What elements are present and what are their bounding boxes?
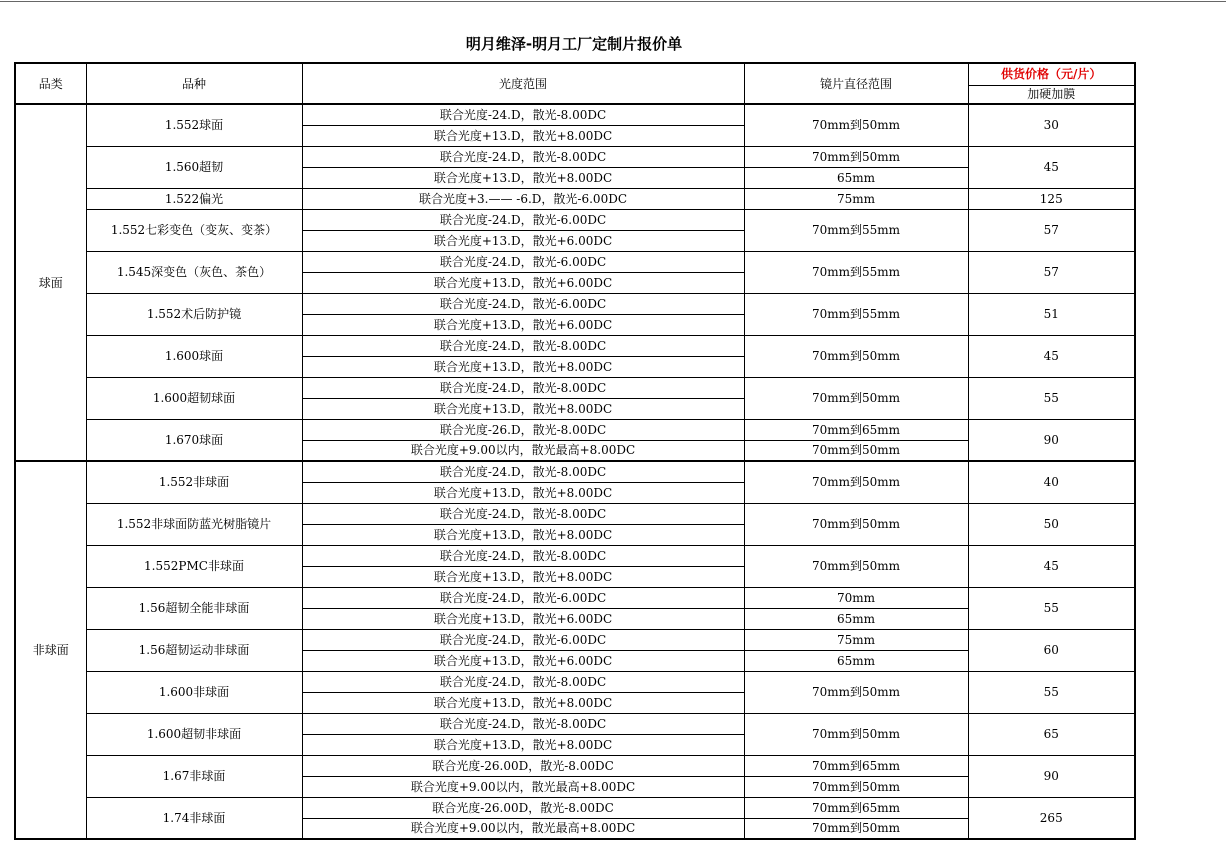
power-range-cell: 联合光度-24.D，散光-8.00DC <box>302 335 744 356</box>
power-range-cell: 联合光度+13.D，散光+6.00DC <box>302 272 744 293</box>
diameter-cell: 70mm到50mm <box>744 818 968 839</box>
power-range-cell: 联合光度+13.D，散光+8.00DC <box>302 692 744 713</box>
header-power-range: 光度范围 <box>302 63 744 104</box>
variety-cell: 1.600非球面 <box>86 671 302 713</box>
price-cell: 55 <box>968 587 1135 629</box>
header-price: 供货价格（元/片） <box>968 63 1135 85</box>
power-range-cell: 联合光度+13.D，散光+6.00DC <box>302 650 744 671</box>
diameter-cell: 70mm <box>744 587 968 608</box>
price-table-body <box>15 63 1135 839</box>
price-cell: 45 <box>968 146 1135 188</box>
price-cell: 65 <box>968 713 1135 755</box>
variety-cell: 1.552非球面 <box>86 461 302 503</box>
power-range-cell: 联合光度+9.00以内，散光最高+8.00DC <box>302 440 744 461</box>
table-row <box>15 755 1135 776</box>
power-range-cell: 联合光度+13.D，散光+6.00DC <box>302 314 744 335</box>
table-row <box>15 419 1135 440</box>
price-cell: 90 <box>968 755 1135 797</box>
power-range-cell: 联合光度-26.00D，散光-8.00DC <box>302 797 744 818</box>
variety-cell: 1.67非球面 <box>86 755 302 797</box>
diameter-cell: 70mm到55mm <box>744 209 968 251</box>
diameter-cell: 70mm到65mm <box>744 797 968 818</box>
diameter-cell: 70mm到65mm <box>744 419 968 440</box>
table-row <box>15 503 1135 524</box>
power-range-cell: 联合光度+13.D，散光+8.00DC <box>302 356 744 377</box>
power-range-cell: 联合光度-24.D，散光-6.00DC <box>302 251 744 272</box>
power-range-cell: 联合光度-24.D，散光-6.00DC <box>302 629 744 650</box>
diameter-cell: 70mm到50mm <box>744 713 968 755</box>
variety-cell: 1.56超韧运动非球面 <box>86 629 302 671</box>
power-range-cell: 联合光度+9.00以内，散光最高+8.00DC <box>302 776 744 797</box>
power-range-cell: 联合光度-24.D，散光-8.00DC <box>302 713 744 734</box>
price-cell: 55 <box>968 671 1135 713</box>
table-row <box>15 461 1135 482</box>
power-range-cell: 联合光度-24.D，散光-6.00DC <box>302 209 744 230</box>
power-range-cell: 联合光度-24.D，散光-6.00DC <box>302 293 744 314</box>
price-cell: 125 <box>968 188 1135 209</box>
variety-cell: 1.552非球面防蓝光树脂镜片 <box>86 503 302 545</box>
diameter-cell: 70mm到50mm <box>744 503 968 545</box>
power-range-cell: 联合光度+13.D，散光+8.00DC <box>302 734 744 755</box>
variety-cell: 1.600球面 <box>86 335 302 377</box>
power-range-cell: 联合光度+13.D，散光+8.00DC <box>302 482 744 503</box>
table-row <box>15 629 1135 650</box>
diameter-cell: 70mm到50mm <box>744 146 968 167</box>
diameter-cell: 70mm到65mm <box>744 755 968 776</box>
power-range-cell: 联合光度+9.00以内，散光最高+8.00DC <box>302 818 744 839</box>
price-cell: 55 <box>968 377 1135 419</box>
price-cell: 40 <box>968 461 1135 503</box>
price-cell: 50 <box>968 503 1135 545</box>
power-range-cell: 联合光度+13.D，散光+8.00DC <box>302 524 744 545</box>
table-row <box>15 713 1135 734</box>
diameter-cell: 70mm到50mm <box>744 671 968 713</box>
power-range-cell: 联合光度+13.D，散光+6.00DC <box>302 608 744 629</box>
diameter-cell: 70mm到50mm <box>744 440 968 461</box>
power-range-cell: 联合光度-24.D，散光-8.00DC <box>302 671 744 692</box>
price-cell: 57 <box>968 251 1135 293</box>
power-range-cell: 联合光度-26.00D，散光-8.00DC <box>302 755 744 776</box>
diameter-cell: 75mm <box>744 188 968 209</box>
variety-cell: 1.600超韧球面 <box>86 377 302 419</box>
power-range-cell: 联合光度-24.D，散光-6.00DC <box>302 587 744 608</box>
table-row <box>15 251 1135 272</box>
variety-cell: 1.552七彩变色（变灰、变茶） <box>86 209 302 251</box>
page-title: 明月维泽-明月工厂定制片报价单 <box>465 35 683 53</box>
power-range-cell: 联合光度-24.D，散光-8.00DC <box>302 461 744 482</box>
power-range-cell: 联合光度+13.D，散光+8.00DC <box>302 167 744 188</box>
variety-cell: 1.670球面 <box>86 419 302 461</box>
price-cell: 60 <box>968 629 1135 671</box>
diameter-cell: 70mm到50mm <box>744 104 968 146</box>
variety-cell: 1.552球面 <box>86 104 302 146</box>
power-range-cell: 联合光度-24.D，散光-8.00DC <box>302 104 744 125</box>
price-table <box>14 62 1136 840</box>
diameter-cell: 70mm到50mm <box>744 776 968 797</box>
price-cell: 57 <box>968 209 1135 251</box>
diameter-cell: 70mm到50mm <box>744 461 968 503</box>
variety-cell: 1.560超韧 <box>86 146 302 188</box>
power-range-cell: 联合光度-24.D，散光-8.00DC <box>302 146 744 167</box>
variety-cell: 1.56超韧全能非球面 <box>86 587 302 629</box>
diameter-cell: 70mm到55mm <box>744 293 968 335</box>
table-row <box>15 377 1135 398</box>
price-cell: 30 <box>968 104 1135 146</box>
variety-cell: 1.522偏光 <box>86 188 302 209</box>
diameter-cell: 65mm <box>744 650 968 671</box>
table-row <box>15 797 1135 818</box>
diameter-cell: 70mm到55mm <box>744 251 968 293</box>
variety-cell: 1.600超韧非球面 <box>86 713 302 755</box>
category-cell: 非球面 <box>15 461 86 839</box>
header-price-sub: 加硬加膜 <box>968 85 1135 104</box>
diameter-cell: 65mm <box>744 608 968 629</box>
price-cell: 45 <box>968 335 1135 377</box>
table-row <box>15 293 1135 314</box>
power-range-cell: 联合光度-26.D，散光-8.00DC <box>302 419 744 440</box>
table-row <box>15 335 1135 356</box>
variety-cell: 1.545深变色（灰色、茶色） <box>86 251 302 293</box>
top-divider <box>0 1 1226 2</box>
header-category: 品类 <box>15 63 86 104</box>
header-diameter-range: 镜片直径范围 <box>744 63 968 104</box>
price-cell: 265 <box>968 797 1135 839</box>
table-row <box>15 188 1135 209</box>
price-cell: 51 <box>968 293 1135 335</box>
power-range-cell: 联合光度-24.D，散光-8.00DC <box>302 503 744 524</box>
variety-cell: 1.552PMC非球面 <box>86 545 302 587</box>
diameter-cell: 65mm <box>744 167 968 188</box>
table-row <box>15 587 1135 608</box>
power-range-cell: 联合光度-24.D，散光-8.00DC <box>302 377 744 398</box>
table-row <box>15 209 1135 230</box>
diameter-cell: 70mm到50mm <box>744 335 968 377</box>
category-cell: 球面 <box>15 104 86 461</box>
table-row <box>15 545 1135 566</box>
power-range-cell: 联合光度+13.D，散光+8.00DC <box>302 566 744 587</box>
table-row <box>15 671 1135 692</box>
header-variety: 品种 <box>86 63 302 104</box>
power-range-cell: 联合光度+13.D，散光+8.00DC <box>302 398 744 419</box>
price-cell: 90 <box>968 419 1135 461</box>
table-row <box>15 104 1135 125</box>
diameter-cell: 70mm到50mm <box>744 545 968 587</box>
diameter-cell: 75mm <box>744 629 968 650</box>
table-row <box>15 146 1135 167</box>
price-cell: 45 <box>968 545 1135 587</box>
variety-cell: 1.74非球面 <box>86 797 302 839</box>
variety-cell: 1.552术后防护镜 <box>86 293 302 335</box>
power-range-cell: 联合光度+13.D，散光+8.00DC <box>302 125 744 146</box>
power-range-cell: 联合光度-24.D，散光-8.00DC <box>302 545 744 566</box>
diameter-cell: 70mm到50mm <box>744 377 968 419</box>
header-row <box>15 63 1135 85</box>
power-range-cell: 联合光度+3.—— -6.D，散光-6.00DC <box>302 188 744 209</box>
power-range-cell: 联合光度+13.D，散光+6.00DC <box>302 230 744 251</box>
